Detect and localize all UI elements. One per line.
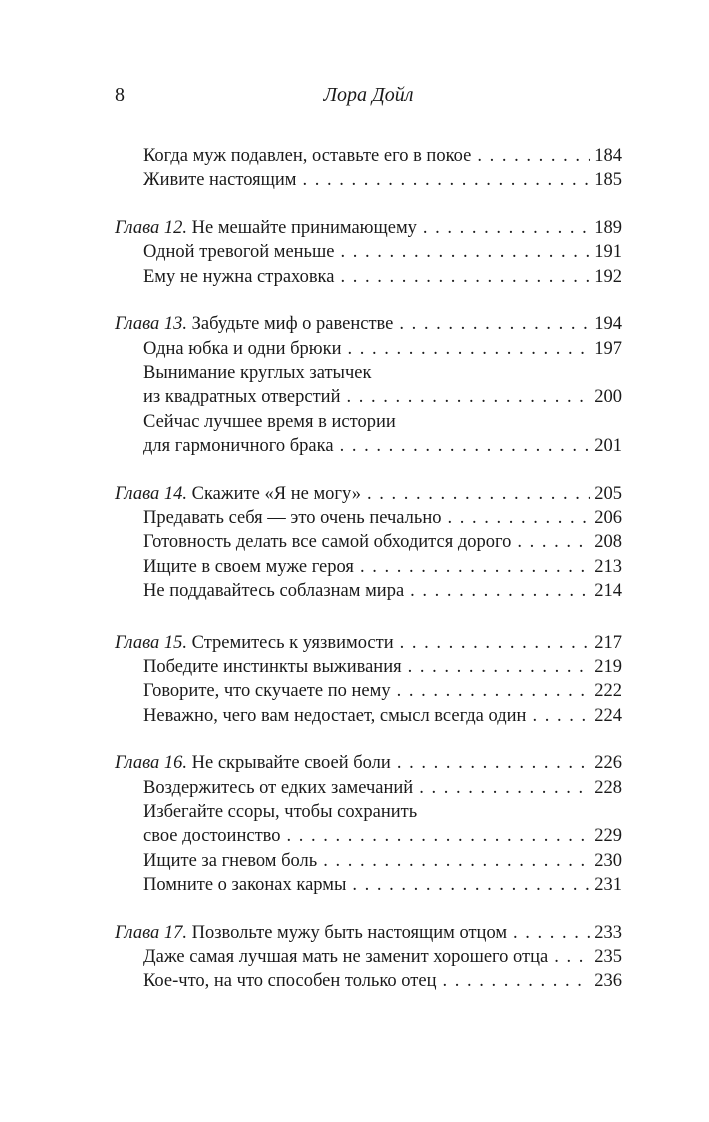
toc-group <box>115 144 622 193</box>
entry-text: Позвольте мужу быть настоящим отцом <box>187 922 508 943</box>
chapter-label: Глава 17. <box>115 922 187 943</box>
entry-title <box>143 969 437 993</box>
toc-subentry <box>115 873 622 897</box>
dot-leader <box>532 704 590 728</box>
entry-text: из квадратных отверстий <box>143 387 341 408</box>
entry-title <box>115 482 361 506</box>
entry-text: Стремитесь к уязвимости <box>187 632 394 653</box>
entry-page-number: 184 <box>594 146 622 166</box>
dot-leader <box>287 824 591 848</box>
dot-leader <box>352 873 590 897</box>
toc-chapter-entry <box>115 216 622 240</box>
toc-chapter-entry <box>115 312 622 336</box>
entry-text: для гармоничного брака <box>143 435 334 456</box>
entry-page-number: 228 <box>594 777 622 798</box>
entry-page-number: 194 <box>594 314 622 335</box>
entry-title <box>115 216 417 240</box>
dot-leader <box>348 337 591 361</box>
running-title: Лора Дойл <box>323 84 414 106</box>
toc-subentry <box>115 530 622 554</box>
toc-chapter-entry <box>115 482 622 506</box>
toc-subentry <box>115 655 622 679</box>
chapter-label: Глава 14. <box>115 483 187 504</box>
dot-leader <box>340 265 590 289</box>
entry-page-number: 200 <box>594 387 622 408</box>
dot-leader <box>397 679 591 703</box>
entry-title <box>143 849 317 873</box>
entry-title <box>115 751 391 775</box>
entry-title <box>143 265 334 289</box>
entry-text: Когда муж подавлен, оставьте его в покое <box>143 146 472 166</box>
toc-subentry <box>115 410 622 434</box>
toc-subentry <box>115 144 622 168</box>
entry-title <box>143 704 526 728</box>
toc-group <box>115 921 622 994</box>
entry-text: Предавать себя — это очень печально <box>143 508 442 529</box>
entry-text: Победите инстинкты выживания <box>143 657 402 678</box>
dot-leader <box>367 482 590 506</box>
entry-title <box>143 873 346 897</box>
dot-leader <box>554 945 590 969</box>
entry-title <box>115 631 394 655</box>
toc-group <box>115 216 622 289</box>
entry-text: Одной тревогой меньше <box>143 242 335 263</box>
toc-subentry <box>115 168 622 192</box>
toc-subentry <box>115 434 622 458</box>
dot-leader <box>346 385 590 409</box>
dot-leader <box>517 530 590 554</box>
entry-page-number: 213 <box>594 556 622 577</box>
chapter-label: Глава 12. <box>115 218 187 239</box>
toc-subentry <box>115 240 622 264</box>
page-number: 8 <box>115 84 125 106</box>
entry-page-number: 192 <box>594 266 622 287</box>
entry-title <box>143 824 281 848</box>
entry-title <box>143 410 396 434</box>
entry-page-number: 206 <box>594 508 622 529</box>
toc-subentry <box>115 945 622 969</box>
dot-leader <box>513 921 590 945</box>
entry-text: Ему не нужна страховка <box>143 266 335 287</box>
entry-title <box>143 530 511 554</box>
entry-text: Кое-что, на что способен только отец <box>143 971 437 992</box>
toc-subentry <box>115 679 622 703</box>
entry-page-number: 224 <box>594 705 622 726</box>
entry-page-number: 185 <box>594 170 622 191</box>
chapter-label: Глава 13. <box>115 314 187 335</box>
entry-text: Вынимание круглых затычек <box>143 363 372 384</box>
dot-leader <box>443 969 591 993</box>
toc-chapter-entry <box>115 631 622 655</box>
entry-text: Не скрывайте своей боли <box>187 753 391 774</box>
entry-text: Избегайте ссоры, чтобы сохранить <box>143 802 418 823</box>
toc-group <box>115 631 622 728</box>
entry-page-number: 208 <box>594 532 622 553</box>
dot-leader <box>447 506 590 530</box>
entry-title <box>143 385 340 409</box>
entry-text: Ищите в своем муже героя <box>143 556 354 577</box>
dot-leader <box>340 434 591 458</box>
entry-page-number: 231 <box>594 874 622 895</box>
entry-title <box>143 579 404 603</box>
toc-subentry <box>115 337 622 361</box>
entry-page-number: 226 <box>594 753 622 774</box>
entry-text: Не мешайте принимающему <box>187 218 417 239</box>
entry-page-number: 219 <box>594 657 622 678</box>
dot-leader <box>423 216 590 240</box>
toc-subentry <box>115 800 622 824</box>
entry-text: Живите настоящим <box>143 170 297 191</box>
entry-text: Одна юбка и одни брюки <box>143 338 342 359</box>
entry-text: Неважно, чего вам недостает, смысл всегда один <box>143 705 527 726</box>
entry-text: Помните о законах кармы <box>143 874 347 895</box>
entry-page-number: 222 <box>594 681 622 702</box>
toc-subentry <box>115 824 622 848</box>
dot-leader <box>302 168 590 192</box>
entry-title <box>143 506 441 530</box>
toc-subentry <box>115 265 622 289</box>
entry-text: Готовность делать все самой обходится дорого <box>143 532 512 553</box>
entry-text: Воздержитесь от едких замечаний <box>143 777 414 798</box>
entry-title <box>143 800 417 824</box>
entry-text: Ищите за гневом боль <box>143 850 318 871</box>
entry-page-number: 191 <box>594 242 622 263</box>
entry-page-number: 230 <box>594 850 622 871</box>
entry-title <box>115 312 393 336</box>
toc-subentry <box>115 385 622 409</box>
toc-group <box>115 312 622 458</box>
entry-title <box>143 679 391 703</box>
dot-leader <box>408 655 591 679</box>
dot-leader <box>400 631 591 655</box>
entry-text: свое достоинство <box>143 826 281 847</box>
entry-page-number: 236 <box>594 971 622 992</box>
entry-text: Не поддавайтесь соблазнам мира <box>143 580 405 601</box>
entry-title <box>115 921 507 945</box>
entry-page-number: 197 <box>594 338 622 359</box>
dot-leader <box>410 579 590 603</box>
entry-title <box>143 337 342 361</box>
entry-title <box>143 168 296 192</box>
dot-leader <box>323 849 590 873</box>
toc-subentry <box>115 704 622 728</box>
entry-page-number: 205 <box>594 483 622 504</box>
entry-title <box>143 655 402 679</box>
toc-chapter-entry <box>115 751 622 775</box>
entry-page-number: 201 <box>594 435 622 456</box>
entry-title <box>143 434 334 458</box>
toc-subentry <box>115 579 622 603</box>
entry-title <box>143 361 372 385</box>
entry-text: Сейчас лучшее время в истории <box>143 411 396 432</box>
page-header <box>115 84 622 114</box>
dot-leader <box>477 144 590 168</box>
entry-text: Даже самая лучшая мать не заменит хорошего отца <box>143 947 549 968</box>
dot-leader <box>340 240 590 264</box>
toc-subentry <box>115 555 622 579</box>
toc-subentry <box>115 849 622 873</box>
entry-page-number: 229 <box>594 826 622 847</box>
dot-leader <box>399 312 590 336</box>
toc-subentry <box>115 361 622 385</box>
dot-leader <box>360 555 590 579</box>
entry-page-number: 217 <box>594 632 622 653</box>
toc-subentry <box>115 969 622 993</box>
entry-text: Скажите «Я не могу» <box>187 483 361 504</box>
chapter-label: Глава 16. <box>115 753 187 774</box>
entry-page-number: 233 <box>594 922 622 943</box>
entry-title <box>143 945 548 969</box>
toc-group <box>115 751 622 897</box>
table-of-contents <box>115 144 622 994</box>
entry-title <box>143 144 471 168</box>
entry-title <box>143 776 413 800</box>
entry-page-number: 214 <box>594 580 622 601</box>
toc-subentry <box>115 506 622 530</box>
entry-page-number: 189 <box>594 218 622 239</box>
entry-title <box>143 555 354 579</box>
chapter-label: Глава 15. <box>115 632 187 653</box>
entry-text: Забудьте миф о равенстве <box>187 314 394 335</box>
dot-leader <box>419 776 590 800</box>
toc-group <box>115 482 622 603</box>
toc-chapter-entry <box>115 921 622 945</box>
entry-text: Говорите, что скучаете по нему <box>143 681 391 702</box>
toc-subentry <box>115 776 622 800</box>
entry-page-number: 235 <box>594 947 622 968</box>
dot-leader <box>397 751 590 775</box>
entry-title <box>143 240 334 264</box>
